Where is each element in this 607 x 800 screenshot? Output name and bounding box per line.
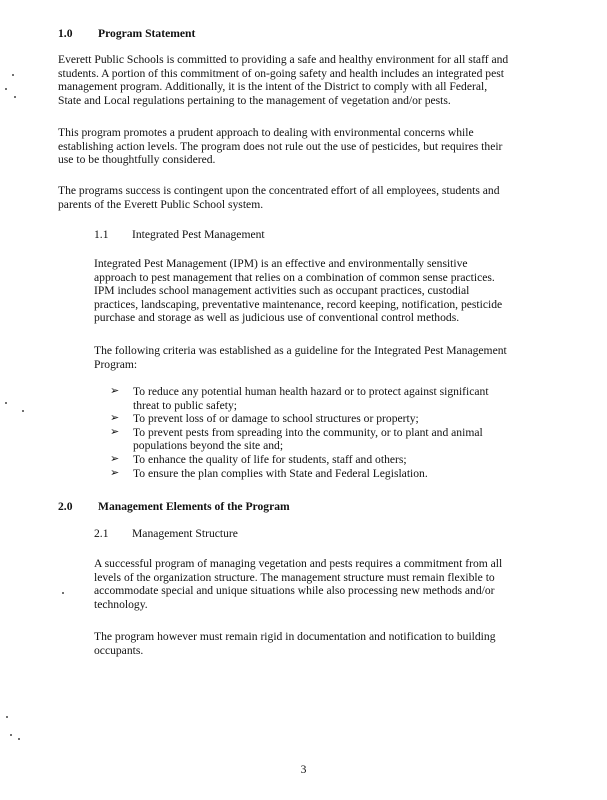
paragraph: Integrated Pest Management (IPM) is an effective and environmentally sensitive approach to pest management that relies on a combination of common sense practices. IPM includes school management activities such as occupant practices, custodial practices, landscaping, preventative maintenance, record keeping, notification, pesticide purchase and storage as well as judicious use of conventional control methods.: [94, 257, 503, 325]
arrow-bullet-icon: ➢: [110, 425, 120, 438]
list-item-text: To prevent loss of or damage to school structures or property;: [133, 412, 419, 426]
arrow-bullet-icon: ➢: [110, 466, 120, 479]
subsection-number: 2.1: [94, 527, 109, 540]
section-title: Program Statement: [98, 27, 196, 40]
scan-speck: [22, 410, 24, 412]
section-number: 1.0: [58, 27, 73, 40]
scan-speck: [5, 402, 7, 404]
list-item-text: To enhance the quality of life for students, staff and others;: [133, 452, 407, 466]
section-heading-2: [58, 500, 548, 514]
arrow-bullet-icon: ➢: [110, 385, 120, 397]
list-item: [110, 426, 550, 453]
list-item-text: To ensure the plan complies with State and Federal Legislation.: [133, 466, 428, 480]
paragraph: A successful program of managing vegetation and pests requires a commitment from all levels of the organization structure. The management structure must remain flexible to accommodate special and unique situations while also processing new methods and/or technology.: [94, 557, 503, 611]
arrow-bullet-icon: ➢: [110, 452, 120, 465]
subsection-title: Management Structure: [132, 527, 238, 540]
section-number: 2.0: [58, 500, 73, 513]
criteria-list: [110, 385, 550, 480]
list-item-text: To prevent pests from spreading into the community, or to plant and animal populations beyond the site and;: [133, 425, 483, 453]
list-item: [110, 412, 550, 426]
subsection-heading-1-1: [94, 228, 548, 242]
paragraph: The following criteria was established as a guideline for the Integrated Pest Management Program:: [94, 344, 507, 371]
subsection-heading-2-1: [94, 527, 548, 541]
scan-speck: [10, 734, 12, 736]
section-title: Management Elements of the Program: [98, 500, 290, 513]
scan-speck: [18, 738, 20, 740]
page-number: 3: [300, 763, 307, 776]
list-item-text: To reduce any potential human health hazard or to protect against significant threat to public safety;: [133, 385, 489, 412]
section-heading-1: [58, 27, 548, 41]
list-item: [110, 385, 550, 412]
paragraph: The programs success is contingent upon the concentrated effort of all employees, students and parents of the Everett Public School system.: [58, 184, 500, 211]
scan-speck: [62, 592, 64, 594]
scan-speck: [5, 88, 7, 90]
subsection-number: 1.1: [94, 228, 109, 241]
scan-speck: [12, 74, 14, 76]
scan-speck: [6, 716, 8, 718]
paragraph: The program however must remain rigid in documentation and notification to building occupants.: [94, 630, 496, 657]
subsection-title: Integrated Pest Management: [132, 228, 265, 241]
paragraph: This program promotes a prudent approach to dealing with environmental concerns while establishing action levels. The program does not rule out the use of pesticides, but requires their use to be thoughtfully considered.: [58, 126, 503, 167]
paragraph: Everett Public Schools is committed to providing a safe and healthy environment for all staff and students. A portion of this commitment of on-going safety and health includes an integrated pest management program. Additionally, it is the intent of the District to comply with all Federal, State and Local regulations pertaining to the management of vegetation and/or pests.: [58, 53, 509, 107]
scan-speck: [14, 96, 16, 98]
list-item: [110, 453, 550, 467]
list-item: [110, 467, 550, 481]
arrow-bullet-icon: ➢: [110, 412, 120, 425]
